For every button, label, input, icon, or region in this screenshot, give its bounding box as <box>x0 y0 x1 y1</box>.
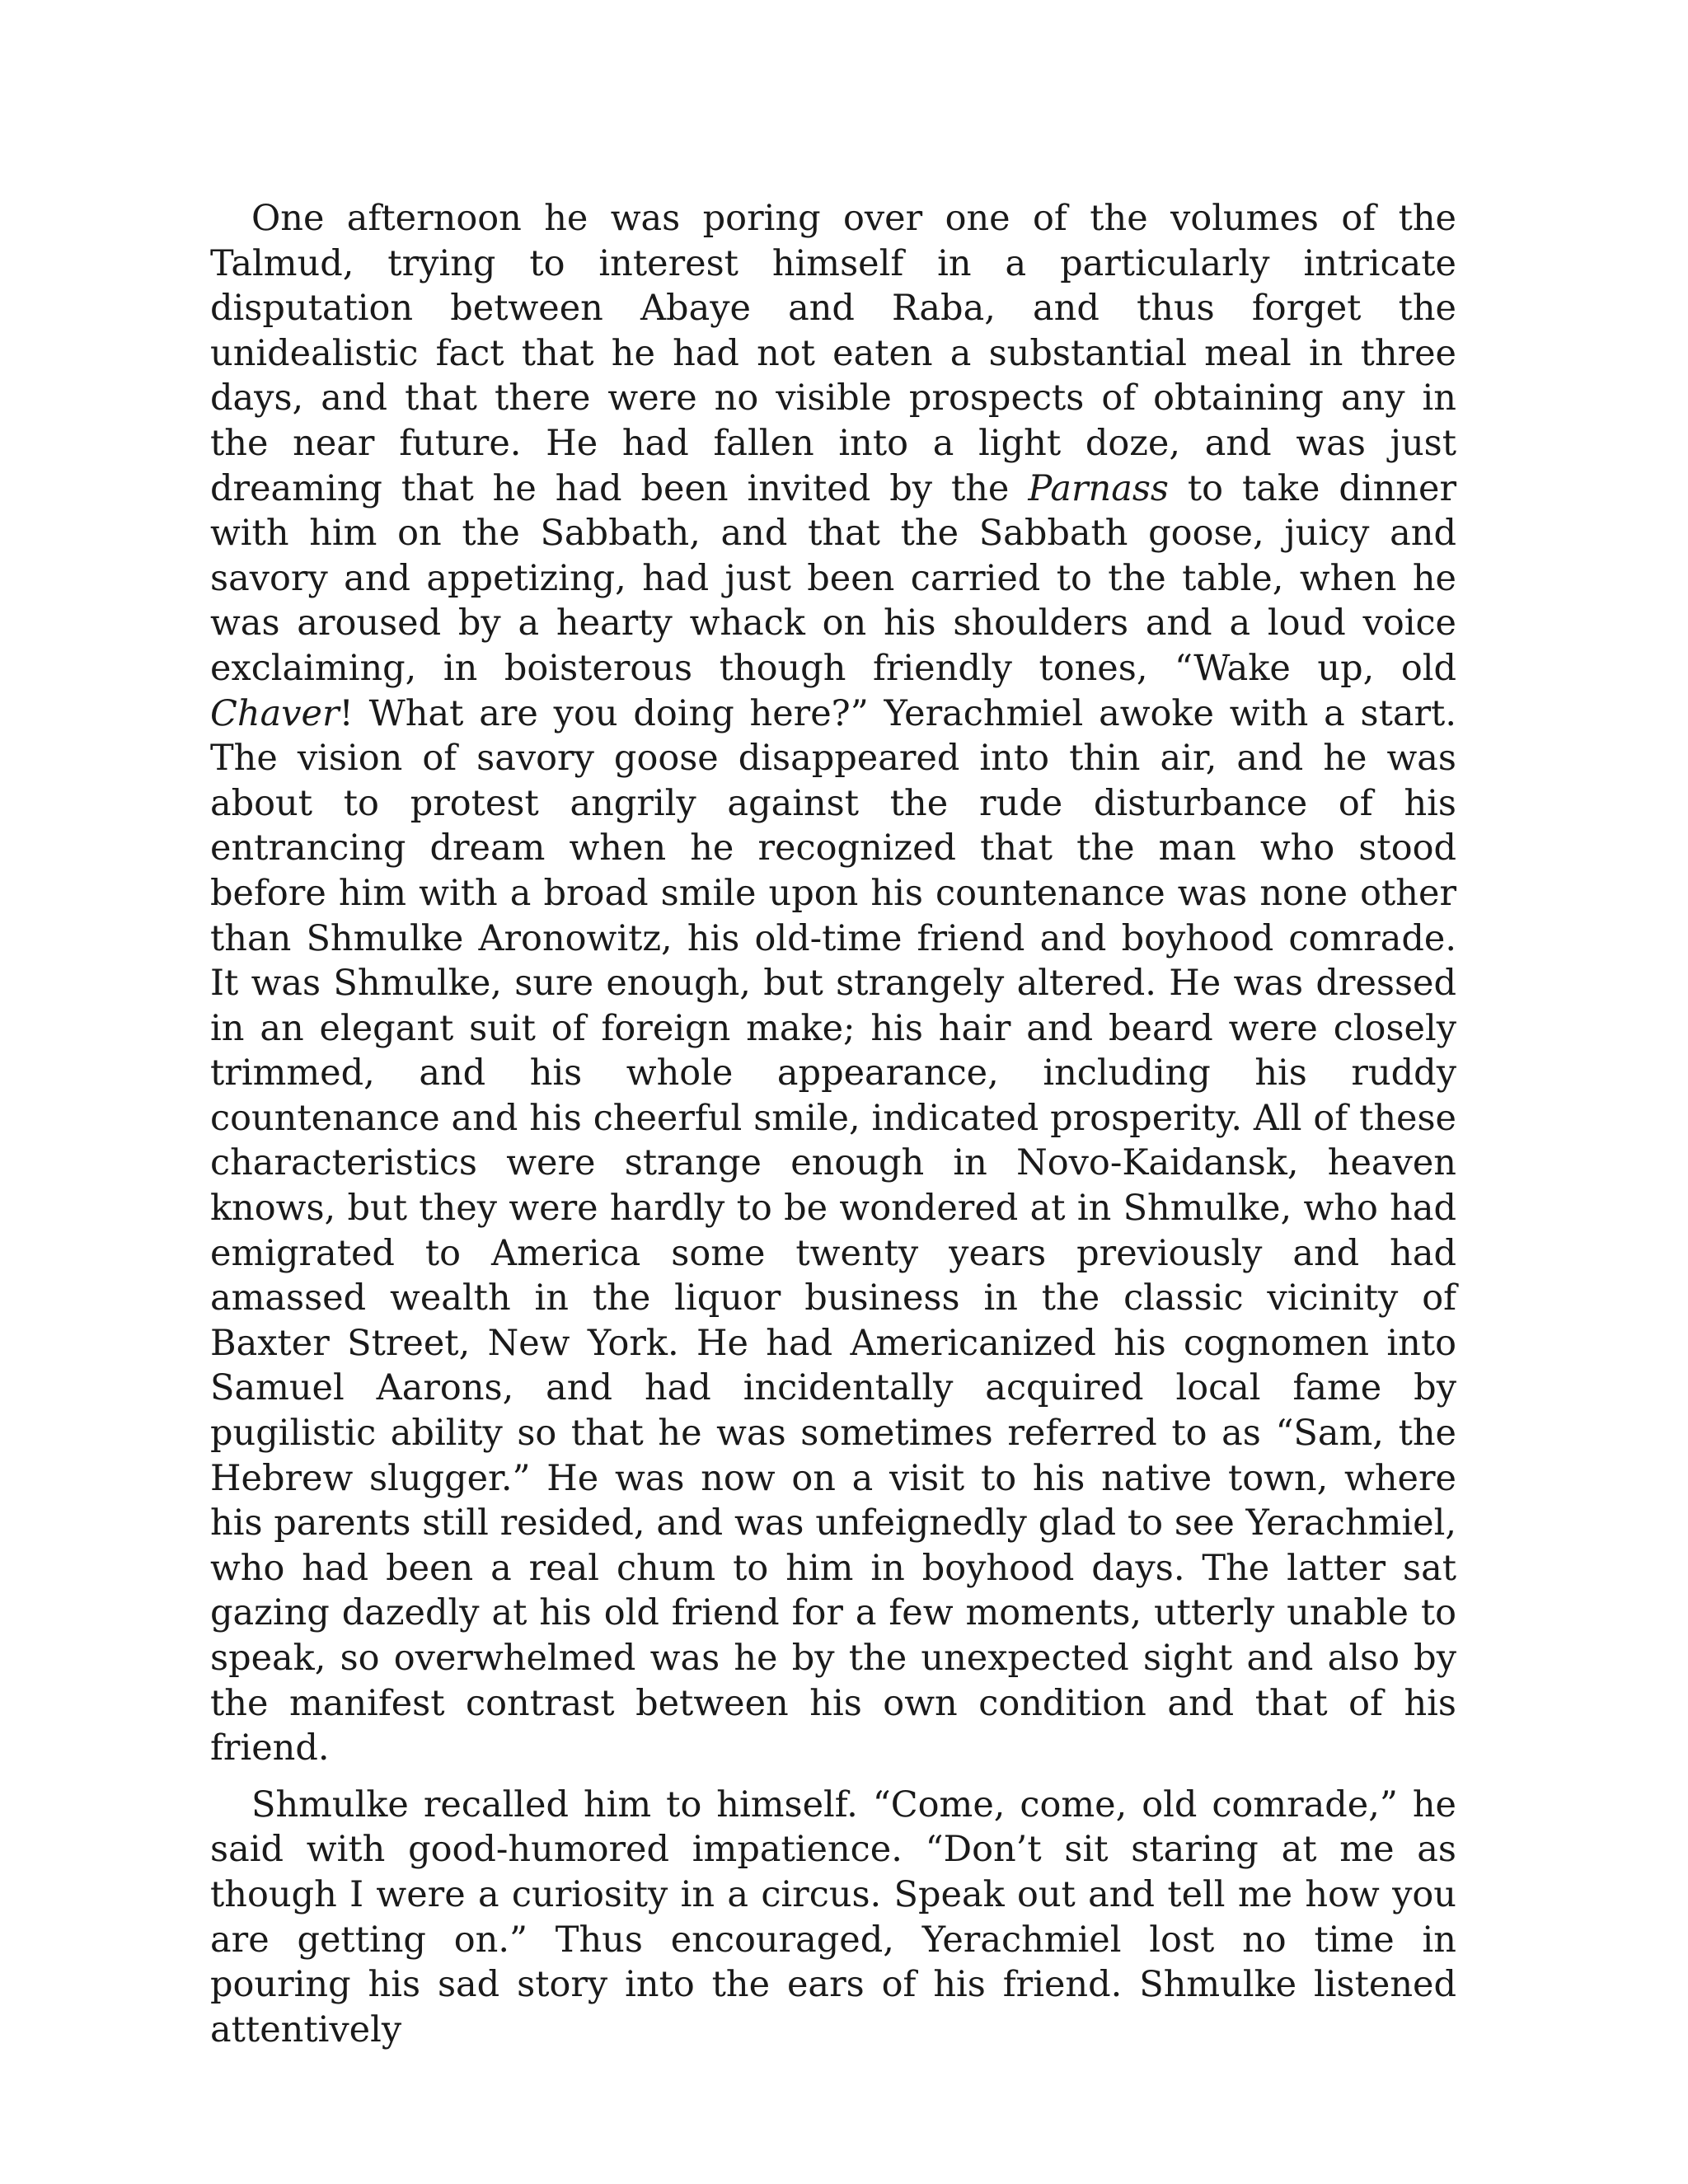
paragraph-2 <box>210 1783 1456 2053</box>
book-page <box>210 196 1456 2052</box>
paragraph-1-text: One afternoon he was poring over one of the volumes of the Talmud, trying to interest himself in a particularly intricate disputation between Abaye and Raba, and thus forget the unidealistic fact that he had not eaten a substantial meal in three days, and that there were no visible prospects of obtaining any in the near future. He had fallen into a light doze, and was just dreaming that he had been invited by the <box>210 198 1456 509</box>
paragraph-2-text: Shmulke recalled him to himself. “Come, come, old comrade,” he said with good-humored impatience. “Don’t sit staring at me as though I were a curiosity in a circus. Speak out and tell me how you are getting on.” Thus encouraged, Yerachmiel lost no time in pouring his sad story into the ears of his friend. Shmulke listened attentively <box>210 1783 1456 2050</box>
italic-term-parnass: Parnass <box>1028 467 1169 509</box>
paragraph-1-text: ! What are you doing here?” Yerachmiel awoke with a start. The vision of savory goose disappeared into thin air, and he was about to protest angrily against the rude disturbance of his entrancing dream when he recognized that the man who stood before him with a broad smile upon his countenance was none other than Shmulke Aronowitz, his old-time friend and boyhood comrade. It was Shmulke, sure enough, but strangely altered. He was dressed in an elegant suit of foreign make; his hair and beard were closely trimmed, and his whole appearance, including his ruddy countenance and his cheerful smile, indicated prosperity. All of these characteristics were strange enough in Novo-Kaidansk, heaven knows, but they were hardly to be wondered at in Shmulke, who had emigrated to America some twenty years previously and had amassed wealth in the liquor business in the classic vicinity of Baxter Street, New York. He had Americanized his cognomen into Samuel Aarons, and had incidentally acquired local fame by pugilistic ability so that he was sometimes referred to as “Sam, the Hebrew slugger.” He was now on a visit to his native town, where his parents still resided, and was unfeignedly glad to see Yerachmiel, who had been a real chum to him in boyhood days. The latter sat gazing dazedly at his old friend for a few moments, utterly unable to speak, so overwhelmed was he by the unexpected sight and also by the manifest contrast between his own condition and that of his friend. <box>210 692 1456 1769</box>
paragraph-1-text: to take dinner with him on the Sabbath, and that the Sabbath goose, juicy and savory and appetizing, had just been carried to the table, when he was aroused by a hearty whack on his shoulders and a loud voice exclaiming, in boisterous though friendly tones, “Wake up, old <box>210 467 1457 689</box>
paragraph-1 <box>210 196 1456 1771</box>
italic-term-chaver: Chaver <box>210 692 340 734</box>
